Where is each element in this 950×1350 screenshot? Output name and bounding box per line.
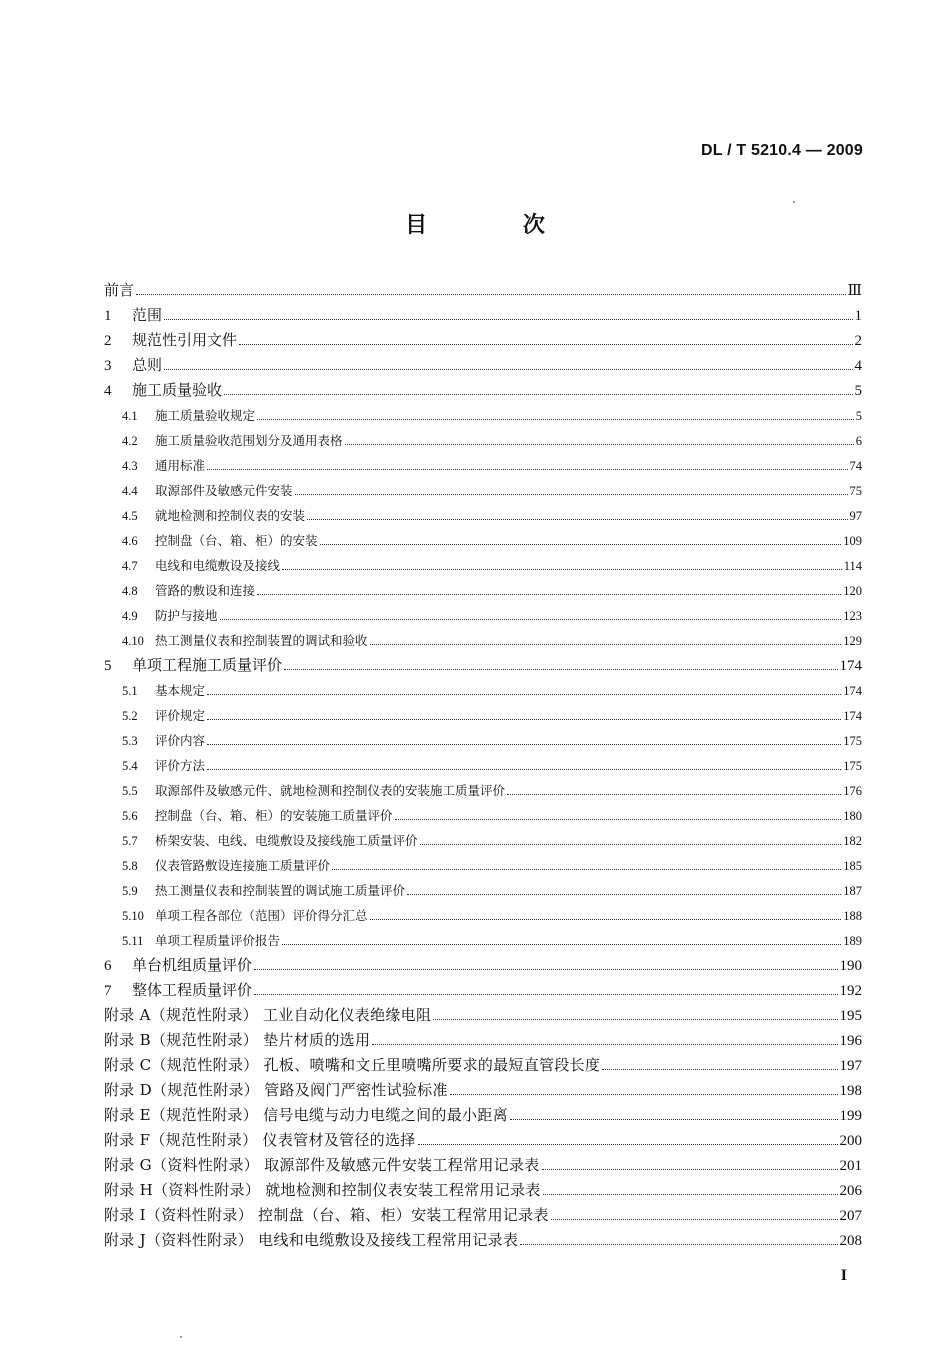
toc-entry <box>104 1028 862 1053</box>
toc-entry-number: 5.2 <box>122 709 138 723</box>
toc-entry <box>104 428 862 453</box>
dot-leader <box>420 844 842 845</box>
dot-leader <box>207 469 847 470</box>
toc-entry-label: 施工质量验收范围划分及通用表格 <box>155 433 343 448</box>
toc-entry <box>104 778 862 803</box>
toc-entry <box>104 628 862 653</box>
dot-leader <box>370 644 842 645</box>
toc-entry-number: 5.6 <box>122 809 138 823</box>
toc-entry-page: 180 <box>843 809 862 823</box>
dot-leader <box>207 694 841 695</box>
toc-entry <box>104 328 862 353</box>
toc-entry-label: 整体工程质量评价 <box>132 981 253 999</box>
toc-entry-label: 附录 H（资料性附录） 就地检测和控制仪表安装工程常用记录表 <box>104 1181 541 1199</box>
toc-entry-label: 范围 <box>132 306 163 324</box>
toc-entry-number: 4.8 <box>122 584 138 598</box>
dot-leader <box>284 669 837 670</box>
toc-entry-label: 规范性引用文件 <box>132 331 238 349</box>
toc-entry-number: 6 <box>104 958 112 974</box>
toc-entry-page: 201 <box>839 1158 862 1174</box>
toc-entry <box>104 578 862 603</box>
toc-entry <box>104 353 862 378</box>
toc-entry <box>104 703 862 728</box>
dot-leader <box>433 1019 837 1020</box>
toc-entry <box>104 753 862 778</box>
toc-entry-page: 75 <box>849 484 862 498</box>
toc-entry-number: 2 <box>104 333 112 349</box>
dot-leader <box>332 869 841 870</box>
toc-entry-page: 114 <box>843 559 862 573</box>
toc-entry-number: 5.10 <box>122 909 144 923</box>
toc-entry-page: 192 <box>839 983 862 999</box>
toc-entry-page: 199 <box>839 1108 862 1124</box>
toc-entry-page: 2 <box>854 333 862 349</box>
dot-leader <box>418 1144 838 1145</box>
toc-entry-number: 5.5 <box>122 784 138 798</box>
toc-entry-label: 就地检测和控制仪表的安装 <box>155 508 306 523</box>
toc-entry-number: 4.7 <box>122 559 138 573</box>
toc-entry-page: 207 <box>839 1208 862 1224</box>
toc-entry-number: 5.9 <box>122 884 138 898</box>
toc-entry-number: 4.2 <box>122 434 138 448</box>
toc-entry-label: 单项工程施工质量评价 <box>132 656 283 674</box>
toc-entry-page: 174 <box>843 684 862 698</box>
dot-leader <box>450 1094 838 1095</box>
toc-entry-label: 防护与接地 <box>155 608 218 623</box>
toc-entry-number: 4.10 <box>122 634 144 648</box>
dot-leader <box>207 744 841 745</box>
toc-entry-label: 管路的敷设和连接 <box>155 583 256 598</box>
dot-leader <box>207 769 841 770</box>
toc-entry-number: 4.9 <box>122 609 138 623</box>
toc-entry-label: 评价内容 <box>155 733 206 748</box>
toc-entry <box>104 978 862 1003</box>
toc-entry-label: 仪表管路敷设连接施工质量评价 <box>155 858 331 873</box>
toc-entry-label: 附录 E（规范性附录） 信号电缆与动力电缆之间的最小距离 <box>104 1106 508 1124</box>
toc-entry <box>104 453 862 478</box>
toc-entry-label: 取源部件及敏感元件、就地检测和控制仪表的安装施工质量评价 <box>155 783 506 798</box>
toc-entry-number: 5.3 <box>122 734 138 748</box>
toc-entry-page: 197 <box>839 1058 862 1074</box>
toc-entry-label: 总则 <box>132 356 163 374</box>
toc-entry-page: 174 <box>839 658 862 674</box>
toc-entry-label: 热工测量仪表和控制装置的调试和验收 <box>155 633 368 648</box>
toc-entry-page: 109 <box>843 534 862 548</box>
toc-entry <box>104 653 862 678</box>
scan-speck <box>793 201 795 203</box>
toc-entry <box>104 553 862 578</box>
toc-entry-label: 附录 A（规范性附录） 工业自动化仪表绝缘电阻 <box>104 1006 432 1024</box>
dot-leader <box>239 344 852 345</box>
dot-leader <box>164 319 852 320</box>
toc-entry-page: 97 <box>849 509 862 523</box>
toc-entry <box>104 303 862 328</box>
toc-entry-page: 174 <box>843 709 862 723</box>
toc-entry-label: 评价方法 <box>155 758 206 773</box>
dot-leader <box>507 794 841 795</box>
toc-entry <box>104 503 862 528</box>
toc-entry-label: 控制盘（台、箱、柜）的安装 <box>155 533 318 548</box>
toc-entry-label: 附录 F（规范性附录） 仪表管材及管径的选择 <box>104 1131 416 1149</box>
dot-leader <box>254 994 837 995</box>
toc-entry-number: 4.5 <box>122 509 138 523</box>
toc-entry-page: 1 <box>854 308 862 324</box>
toc-entry-number: 4 <box>104 383 112 399</box>
toc-entry <box>104 378 862 403</box>
toc-entry-page: 129 <box>843 634 862 648</box>
dot-leader <box>407 894 841 895</box>
toc-entry <box>104 1153 862 1178</box>
toc-entry <box>104 878 862 903</box>
toc-entry-number: 3 <box>104 358 112 374</box>
toc-entry <box>104 478 862 503</box>
dot-leader <box>551 1219 838 1220</box>
toc-entry-label: 控制盘（台、箱、柜）的安装施工质量评价 <box>155 808 393 823</box>
toc-entry-label: 电线和电缆敷设及接线 <box>155 558 281 573</box>
toc-entry <box>104 1178 862 1203</box>
toc-entry-number: 5.7 <box>122 834 138 848</box>
toc-entry <box>104 903 862 928</box>
toc-entry-label: 附录 D（规范性附录） 管路及阀门严密性试验标准 <box>104 1081 448 1099</box>
toc-entry-page: 182 <box>843 834 862 848</box>
toc-entry-page: 120 <box>843 584 862 598</box>
dot-leader <box>372 1044 837 1045</box>
toc-entry-page: 6 <box>855 434 862 448</box>
dot-leader <box>207 719 841 720</box>
dot-leader <box>136 294 846 295</box>
dot-leader <box>542 1169 838 1170</box>
toc-entry-number: 5.11 <box>122 934 144 948</box>
toc-entry-page: 123 <box>843 609 862 623</box>
dot-leader <box>543 1194 838 1195</box>
toc-entry-page: 200 <box>839 1133 862 1149</box>
toc-entry-label: 附录 B（规范性附录） 垫片材质的选用 <box>104 1031 371 1049</box>
toc-entry-page: 195 <box>839 1008 862 1024</box>
toc-entry <box>104 928 862 953</box>
standard-code: DL / T 5210.4 — 2009 <box>700 142 863 159</box>
scan-speck <box>180 1336 182 1338</box>
dot-leader <box>510 1119 838 1120</box>
toc-entry <box>104 278 862 303</box>
toc-entry <box>104 828 862 853</box>
dot-leader <box>254 969 837 970</box>
toc-entry-number: 5.4 <box>122 759 138 773</box>
toc-entry-label: 热工测量仪表和控制装置的调试施工质量评价 <box>155 883 406 898</box>
dot-leader <box>220 619 842 620</box>
toc-entry-label: 附录 J（资料性附录） 电线和电缆敷设及接线工程常用记录表 <box>104 1231 519 1249</box>
toc-entry-label: 附录 G（资料性附录） 取源部件及敏感元件安装工程常用记录表 <box>104 1156 540 1174</box>
toc-entry <box>104 678 862 703</box>
toc-entry <box>104 403 862 428</box>
toc-entry-label: 单项工程质量评价报告 <box>155 933 281 948</box>
toc-entry-page: 187 <box>843 884 862 898</box>
toc-entry-page: 208 <box>839 1233 862 1249</box>
toc-entry-label: 单台机组质量评价 <box>132 956 253 974</box>
toc-entry-label: 附录 I（资料性附录） 控制盘（台、箱、柜）安装工程常用记录表 <box>104 1206 549 1224</box>
dot-leader <box>164 369 852 370</box>
toc-entry-page: 189 <box>843 934 862 948</box>
dot-leader <box>520 1244 837 1245</box>
toc-entry-page: 4 <box>854 358 862 374</box>
toc-entry-page: 196 <box>839 1033 862 1049</box>
toc-entry-label: 单项工程各部位（范围）评价得分汇总 <box>155 908 368 923</box>
toc-entry-label: 施工质量验收 <box>132 381 223 399</box>
toc-entry <box>104 1128 862 1153</box>
dot-leader <box>602 1069 837 1070</box>
toc-entry-page: 190 <box>839 958 862 974</box>
toc-entry-label: 取源部件及敏感元件安装 <box>155 483 293 498</box>
toc-entry-page: 206 <box>839 1183 862 1199</box>
dot-leader <box>224 394 852 395</box>
toc-entry <box>104 603 862 628</box>
toc-entry <box>104 528 862 553</box>
toc-entry <box>104 1003 862 1028</box>
toc-entry-number: 4.6 <box>122 534 138 548</box>
toc-entry-number: 4.4 <box>122 484 138 498</box>
toc-entry <box>104 1228 862 1253</box>
toc-entry-label: 评价规定 <box>155 708 206 723</box>
toc-entry-page: 188 <box>843 909 862 923</box>
toc-entry-number: 5 <box>104 658 112 674</box>
toc-entry <box>104 728 862 753</box>
dot-leader <box>370 919 842 920</box>
toc-entry <box>104 953 862 978</box>
page-title: 目 次 <box>405 213 589 238</box>
toc-entry-label: 基本规定 <box>155 683 206 698</box>
toc-entry-page: Ⅲ <box>847 283 862 299</box>
dot-leader <box>395 819 842 820</box>
toc-entry-page: 175 <box>843 759 862 773</box>
toc-entry-page: 74 <box>849 459 862 473</box>
toc-entry-number: 5.8 <box>122 859 138 873</box>
page-number: I <box>840 1267 847 1284</box>
dot-leader <box>345 444 854 445</box>
toc-entry-label: 附录 C（规范性附录） 孔板、喷嘴和文丘里喷嘴所要求的最短直管段长度 <box>104 1056 601 1074</box>
dot-leader <box>257 594 841 595</box>
toc-entry-label: 前言 <box>104 281 135 299</box>
toc-entry-page: 5 <box>854 383 862 399</box>
toc-entry-label: 通用标准 <box>155 458 206 473</box>
toc-entry-label: 施工质量验收规定 <box>155 408 256 423</box>
toc-entry-page: 176 <box>843 784 862 798</box>
toc-entry <box>104 1078 862 1103</box>
toc-entry <box>104 1203 862 1228</box>
toc-entry-page: 5 <box>855 409 862 423</box>
dot-leader <box>307 519 847 520</box>
dot-leader <box>295 494 848 495</box>
toc-entry-page: 198 <box>839 1083 862 1099</box>
dot-leader <box>282 569 842 570</box>
toc-entry-page: 185 <box>843 859 862 873</box>
toc-entry <box>104 853 862 878</box>
table-of-contents <box>104 278 862 1253</box>
dot-leader <box>282 944 841 945</box>
toc-entry-number: 7 <box>104 983 112 999</box>
toc-entry-label: 桥架安装、电线、电缆敷设及接线施工质量评价 <box>155 833 418 848</box>
toc-entry <box>104 1053 862 1078</box>
dot-leader <box>257 419 854 420</box>
toc-entry-page: 175 <box>843 734 862 748</box>
dot-leader <box>320 544 842 545</box>
toc-entry-number: 5.1 <box>122 684 138 698</box>
toc-entry <box>104 1103 862 1128</box>
toc-entry <box>104 803 862 828</box>
toc-entry-number: 4.3 <box>122 459 138 473</box>
toc-entry-number: 1 <box>104 308 112 324</box>
toc-entry-number: 4.1 <box>122 409 138 423</box>
